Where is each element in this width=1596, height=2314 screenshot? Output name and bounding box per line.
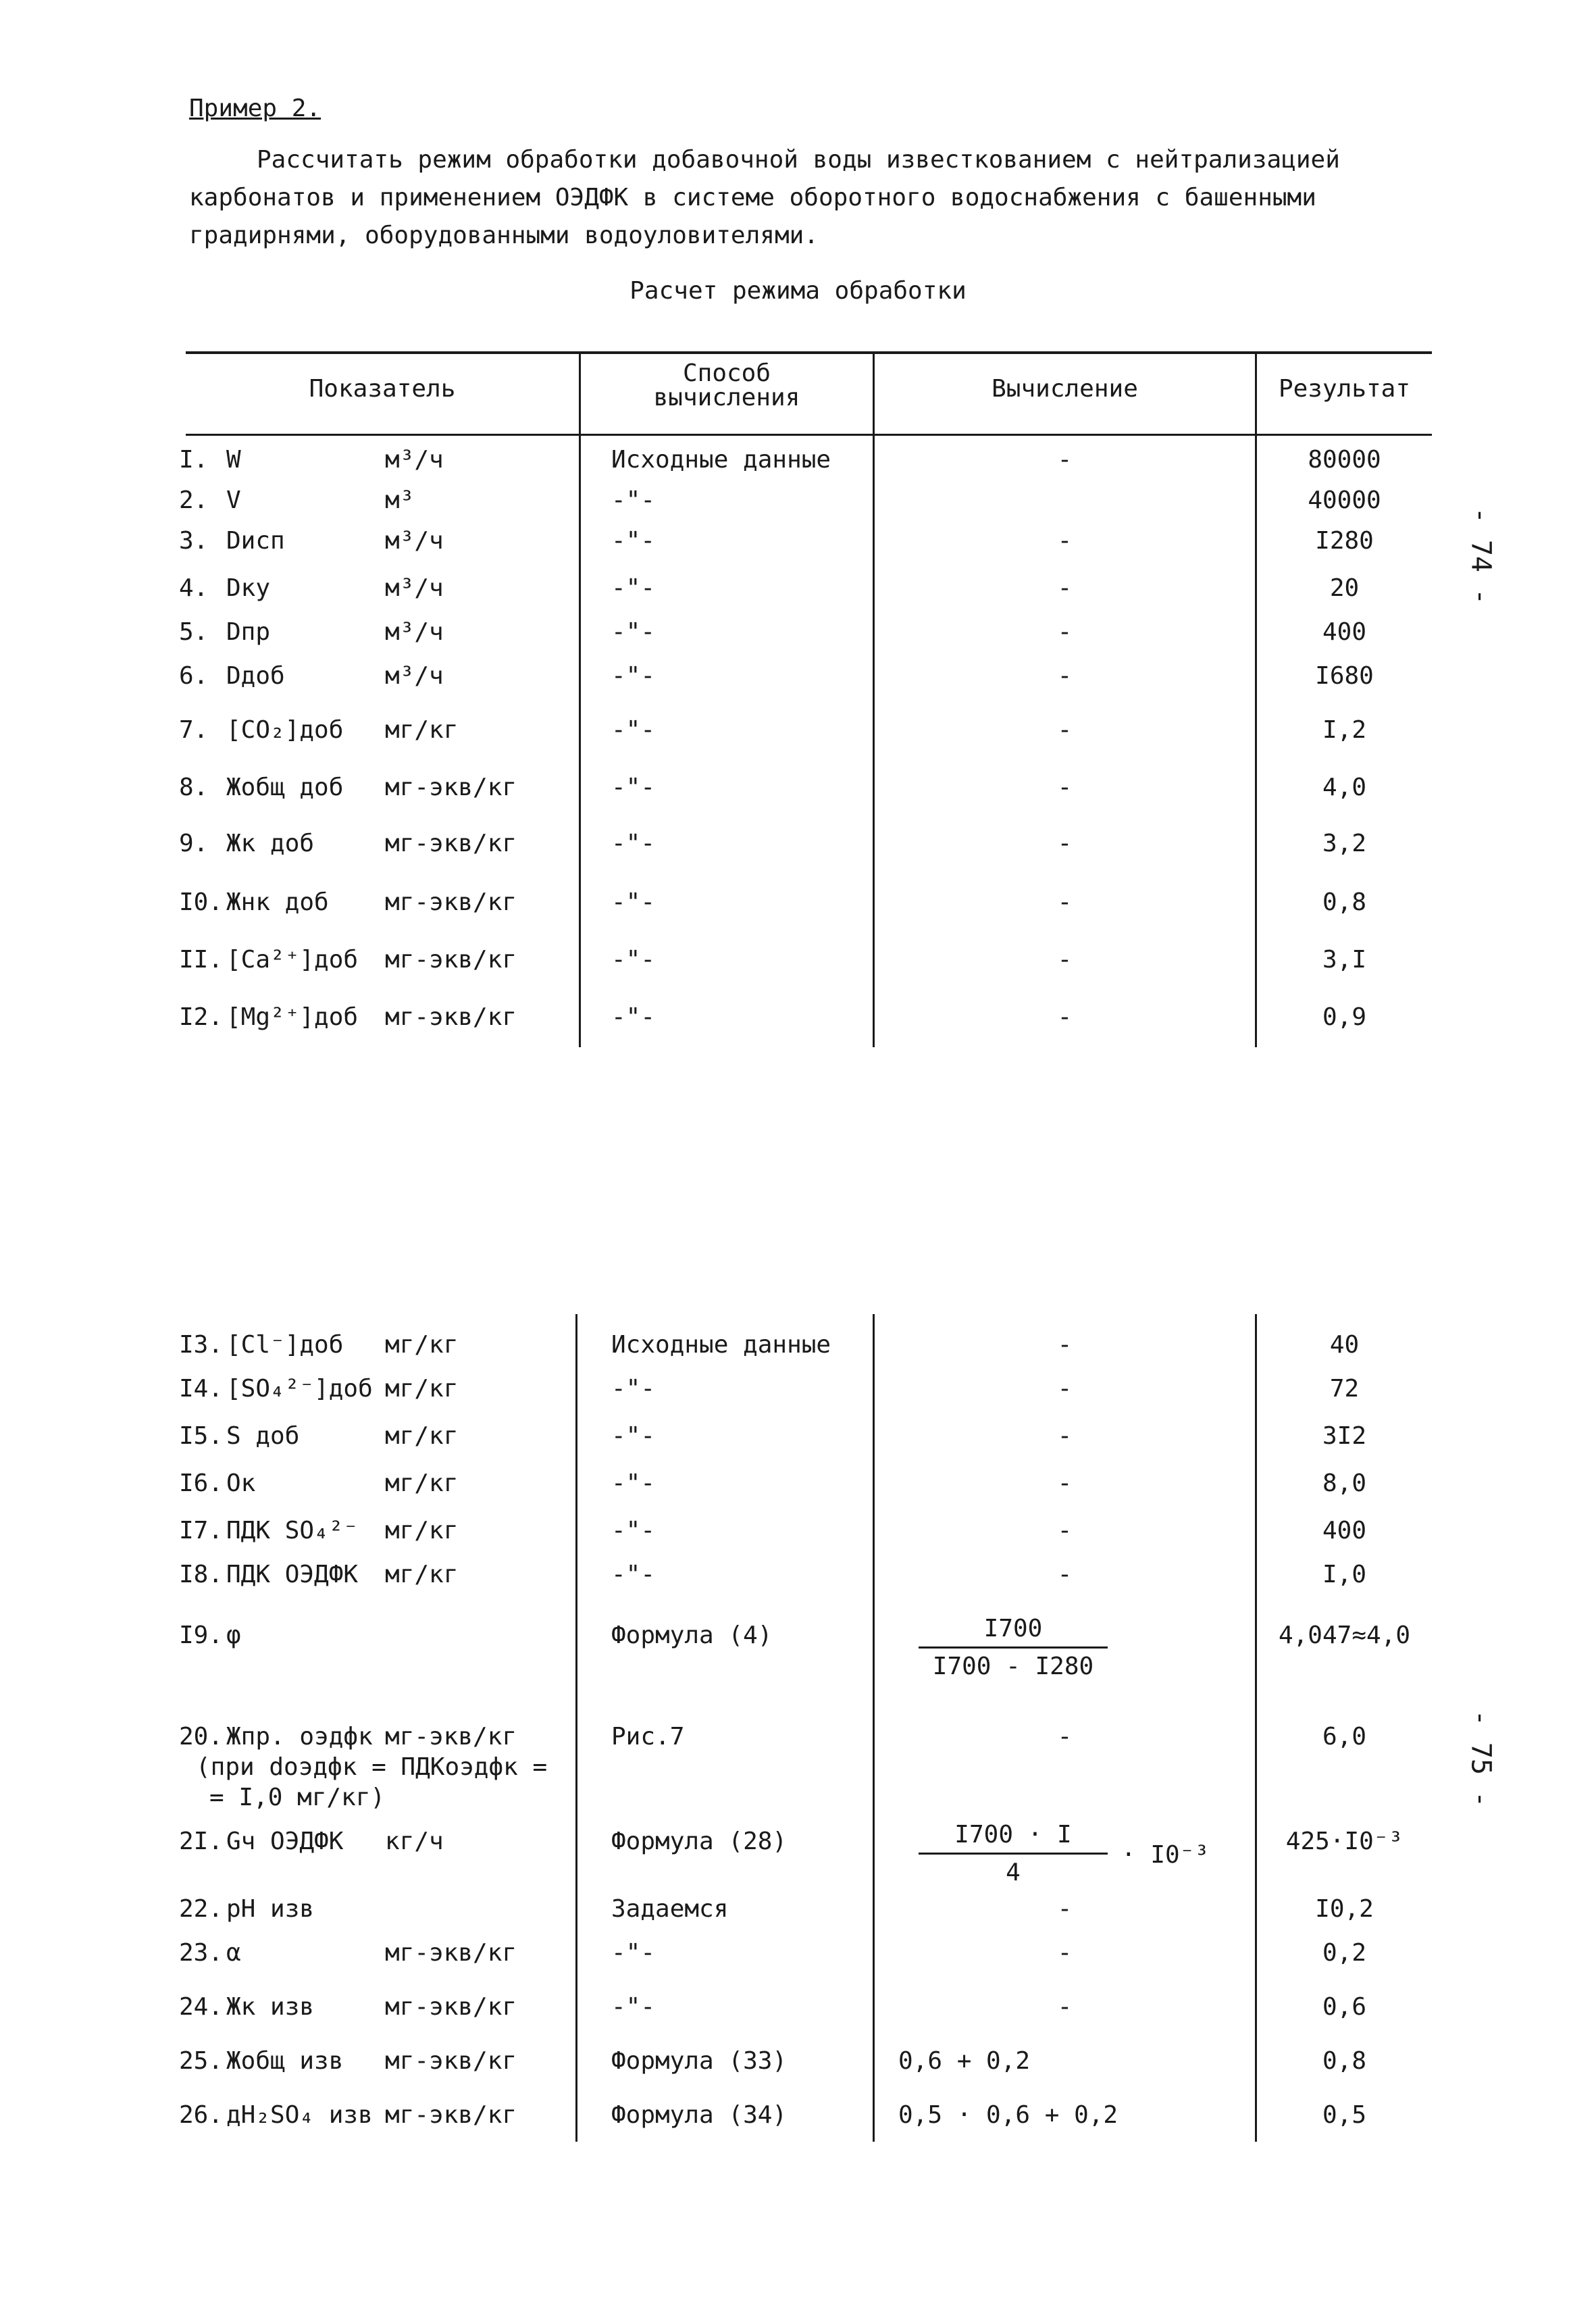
row-unit: мг-экв/кг — [385, 1723, 517, 1751]
task-paragraph: Рассчитать режим обработки добавочной воды известкованием с нейтрализацией карбонатов и применением ОЭДФК в системе оборотного водоснабжения с башенными градирнями, оборудованными водоуловителями. — [189, 146, 1340, 249]
row-calc-tail: · I0⁻³ — [1121, 1841, 1210, 1869]
row-result: 6,0 — [1322, 1723, 1367, 1751]
row-method: Задаемся — [611, 1895, 729, 1923]
row-number: 2I. — [179, 1828, 224, 1855]
row-method: -"- — [611, 1561, 656, 1588]
row-number: II. — [179, 946, 224, 974]
row-indicator: [CO₂]доб — [226, 716, 344, 744]
row-result: I,2 — [1322, 716, 1367, 744]
row-calc: - — [1057, 1422, 1073, 1450]
row-method: -"- — [611, 486, 656, 514]
fraction-bar — [919, 1853, 1108, 1855]
row-method: -"- — [611, 1993, 656, 2021]
row-indicator: Жк доб — [226, 830, 315, 857]
row-indicator: V — [226, 486, 241, 514]
row-number: 26. — [179, 2101, 224, 2129]
row-calc: - — [1057, 618, 1073, 646]
row-number: 3. — [179, 527, 209, 555]
row-calc: - — [1057, 1561, 1073, 1588]
row-number: 7. — [179, 716, 209, 744]
row-method: -"- — [611, 1939, 656, 1967]
row-calc: 0,6 + 0,2 — [898, 2047, 1031, 2075]
header-method-line1: Способ — [682, 359, 771, 387]
row-fraction — [912, 1615, 1114, 1680]
header-method-line2: вычисления — [653, 384, 800, 411]
row-indicator: Жк изв — [226, 1993, 315, 2021]
row-calc: - — [1057, 888, 1073, 916]
row-result: 425·I0⁻³ — [1285, 1828, 1404, 1855]
row-method: Формула (34) — [611, 2101, 788, 2129]
row-method: -"- — [611, 574, 656, 602]
row-method: -"- — [611, 1517, 656, 1544]
page-number-upper: - 74 - — [1465, 507, 1497, 605]
row-number: I6. — [179, 1469, 224, 1497]
header-calculation: Вычисление — [992, 375, 1138, 403]
row-result: I,0 — [1322, 1561, 1367, 1588]
row-calc: - — [1057, 716, 1073, 744]
row-indicator: Dдоб — [226, 662, 285, 690]
row-indicator: [SO₄²⁻]доб — [226, 1375, 373, 1403]
row-result: 0,8 — [1322, 2047, 1367, 2075]
row-method: Формула (4) — [611, 1621, 773, 1649]
row-fraction — [912, 1821, 1114, 1886]
header-bottom-rule — [186, 434, 1432, 436]
row-calc: 0,5 · 0,6 + 0,2 — [898, 2101, 1118, 2129]
row-indicator: Ок — [226, 1469, 256, 1497]
row-indicator: W — [226, 446, 241, 474]
row-method: -"- — [611, 716, 656, 744]
row-unit: мг-экв/кг — [385, 2047, 517, 2075]
row-method: -"- — [611, 946, 656, 974]
row-method: Формула (33) — [611, 2047, 788, 2075]
row-number: 5. — [179, 618, 209, 646]
row-method: -"- — [611, 1469, 656, 1497]
row-number: I8. — [179, 1561, 224, 1588]
row-method: -"- — [611, 527, 656, 555]
row-calc: - — [1057, 1723, 1073, 1751]
row-result: I0,2 — [1315, 1895, 1374, 1923]
row-number: 6. — [179, 662, 209, 690]
row-result: 0,6 — [1322, 1993, 1367, 2021]
col-rule-1-lower — [575, 1314, 577, 2142]
row-number: I. — [179, 446, 209, 474]
row-indicator: Жнк доб — [226, 888, 329, 916]
row-result: 72 — [1329, 1375, 1360, 1403]
row-number: 22. — [179, 1895, 224, 1923]
row-indicator: α — [226, 1939, 241, 1967]
row-number: 20. — [179, 1723, 224, 1751]
row-number: I3. — [179, 1331, 224, 1359]
row-calc: - — [1057, 662, 1073, 690]
row-method: -"- — [611, 662, 656, 690]
row-unit: м³/ч — [385, 574, 444, 602]
row-number: I9. — [179, 1621, 224, 1649]
row-unit: мг-экв/кг — [385, 1939, 517, 1967]
row-unit: мг/кг — [385, 716, 459, 744]
row-calc: - — [1057, 574, 1073, 602]
row-unit: м³/ч — [385, 446, 444, 474]
row-result: 400 — [1322, 1517, 1367, 1544]
row-method: -"- — [611, 888, 656, 916]
row-indicator: pH изв — [226, 1895, 315, 1923]
row-number: I7. — [179, 1517, 224, 1544]
row-number: I4. — [179, 1375, 224, 1403]
row-indicator: Жобщ изв — [226, 2047, 344, 2075]
header-method — [581, 361, 873, 410]
row-calc: - — [1057, 1993, 1073, 2021]
row-result: 40000 — [1308, 486, 1381, 514]
fraction-bar — [919, 1646, 1108, 1649]
row-method: -"- — [611, 618, 656, 646]
row-indicator: [Cl⁻]доб — [226, 1331, 344, 1359]
row-number: 4. — [179, 574, 209, 602]
row-indicator: ПДК ОЭДФК — [226, 1561, 359, 1588]
row-result: 3I2 — [1322, 1422, 1367, 1450]
row-indicator: Dисп — [226, 527, 285, 555]
row-number: 8. — [179, 774, 209, 801]
row-unit: мг-экв/кг — [385, 774, 517, 801]
row-calc: - — [1057, 446, 1073, 474]
row-method: Рис.7 — [611, 1723, 685, 1751]
row-indicator: φ — [226, 1621, 241, 1649]
row-method: -"- — [611, 1422, 656, 1450]
row-indicator: Жпр. оэдфк — [226, 1723, 373, 1751]
row-calc: - — [1057, 830, 1073, 857]
row-method: -"- — [611, 830, 656, 857]
row-unit: м³/ч — [385, 618, 444, 646]
row-unit: мг/кг — [385, 1561, 459, 1588]
row-result: 8,0 — [1322, 1469, 1367, 1497]
intro-block — [189, 95, 1459, 255]
row-unit: м³/ч — [385, 527, 444, 555]
row-result: 4,047≈4,0 — [1278, 1621, 1411, 1649]
row-calc: - — [1057, 1469, 1073, 1497]
header-indicator: Показатель — [309, 375, 456, 403]
row-result: 20 — [1329, 574, 1360, 602]
row-number: 25. — [179, 2047, 224, 2075]
row-result: 40 — [1329, 1331, 1360, 1359]
row-unit: мг/кг — [385, 1331, 459, 1359]
fraction-denominator: I700 - I280 — [932, 1653, 1094, 1680]
row-unit: мг/кг — [385, 1375, 459, 1403]
row-result: 80000 — [1308, 446, 1381, 474]
row-indicator: Gч ОЭДФК — [226, 1828, 344, 1855]
row-result: I680 — [1315, 662, 1374, 690]
row-number: I0. — [179, 888, 224, 916]
header-result: Результат — [1278, 375, 1411, 403]
row-unit: мг-экв/кг — [385, 1993, 517, 2021]
row-unit: мг-экв/кг — [385, 1003, 517, 1031]
row-indicator: [Mg²⁺]доб — [226, 1003, 359, 1031]
table-caption: Расчет режима обработки — [629, 277, 967, 305]
row-indicator: дH₂SO₄ изв — [226, 2101, 373, 2129]
row-number: I2. — [179, 1003, 224, 1031]
row-result: 3,I — [1322, 946, 1367, 974]
row-indicator: Жобщ доб — [226, 774, 344, 801]
fraction-numerator: I700 · I — [954, 1821, 1072, 1848]
fraction-denominator: 4 — [1006, 1859, 1021, 1886]
row-number: I5. — [179, 1422, 224, 1450]
row-result: I280 — [1315, 527, 1374, 555]
row-number: 24. — [179, 1993, 224, 2021]
row-unit: мг/кг — [385, 1469, 459, 1497]
row-calc: - — [1057, 1939, 1073, 1967]
fraction-numerator: I700 — [983, 1615, 1043, 1642]
row-unit: мг/кг — [385, 1422, 459, 1450]
row-calc: - — [1057, 1003, 1073, 1031]
row-unit: мг-экв/кг — [385, 888, 517, 916]
row-method: Исходные данные — [611, 1331, 831, 1359]
row-unit: м³ — [385, 486, 415, 514]
example-title: Пример 2. — [189, 95, 321, 122]
row-unit: мг/кг — [385, 1517, 459, 1544]
row-calc: - — [1057, 1331, 1073, 1359]
row-method: Исходные данные — [611, 446, 831, 474]
row-indicator: Dпр — [226, 618, 271, 646]
row-method: Формула (28) — [611, 1828, 788, 1855]
row-result: 3,2 — [1322, 830, 1367, 857]
row-calc: - — [1057, 1895, 1073, 1923]
row-note: (при dоэдфк = ПДКоэдфк = — [196, 1753, 548, 1781]
row-result: 0,9 — [1322, 1003, 1367, 1031]
row-result: 0,2 — [1322, 1939, 1367, 1967]
row-result: 400 — [1322, 618, 1367, 646]
row-unit: кг/ч — [385, 1828, 444, 1855]
row-number: 2. — [179, 486, 209, 514]
row-result: 0,5 — [1322, 2101, 1367, 2129]
row-unit: мг-экв/кг — [385, 830, 517, 857]
row-method: -"- — [611, 1003, 656, 1031]
col-rule-1 — [579, 351, 581, 1047]
row-calc: - — [1057, 946, 1073, 974]
row-method: -"- — [611, 1375, 656, 1403]
row-unit: мг-экв/кг — [385, 2101, 517, 2129]
row-unit: мг-экв/кг — [385, 946, 517, 974]
row-number: 9. — [179, 830, 209, 857]
row-calc: - — [1057, 774, 1073, 801]
row-result: 0,8 — [1322, 888, 1367, 916]
page-number-lower: - 75 - — [1465, 1709, 1497, 1808]
row-indicator: ПДК SO₄²⁻ — [226, 1517, 359, 1544]
row-note: = I,0 мг/кг) — [209, 1784, 386, 1811]
row-unit: м³/ч — [385, 662, 444, 690]
row-calc: - — [1057, 1375, 1073, 1403]
row-calc: - — [1057, 1517, 1073, 1544]
row-number: 23. — [179, 1939, 224, 1967]
row-indicator: Dку — [226, 574, 271, 602]
row-method: -"- — [611, 774, 656, 801]
row-indicator: [Ca²⁺]доб — [226, 946, 359, 974]
row-result: 4,0 — [1322, 774, 1367, 801]
row-indicator: S доб — [226, 1422, 300, 1450]
row-calc: - — [1057, 527, 1073, 555]
table-top-rule — [186, 351, 1432, 354]
